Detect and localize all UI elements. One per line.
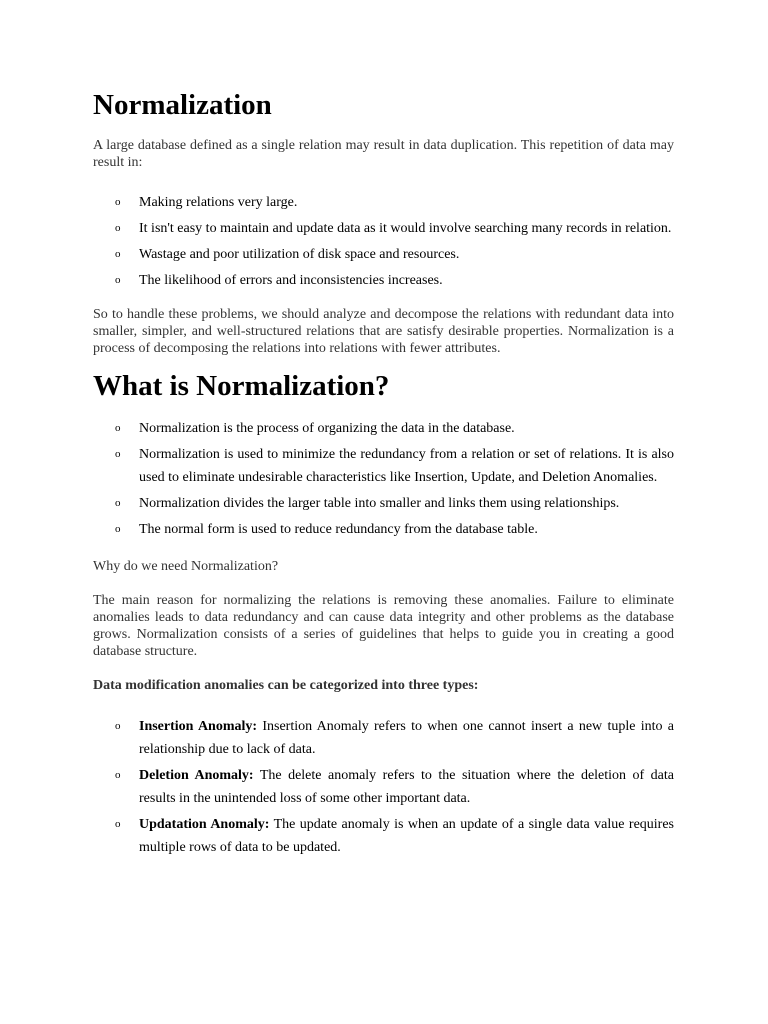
list-item [93,764,674,810]
list-item-text: Wastage and poor utilization of disk space and resources. [139,247,460,262]
page-title: Normalization [93,89,272,121]
circle-bullet-icon: o [115,769,121,781]
circle-bullet-icon: o [115,523,121,535]
reason-paragraph: The main reason for normalizing the relations is removing these anomalies. Failure to eliminate anomalies leads to data redundancy and can cause data integrity and other problems as the database grows. Normalization consists of a series of guidelines that helps to guide you in creating a good database structure. [93,593,674,659]
circle-bullet-icon: o [115,720,121,732]
why-question: Why do we need Normalization? [93,559,279,574]
anomaly-term: Insertion Anomaly: [139,719,258,734]
list-item [93,191,674,214]
circle-bullet-icon: o [115,497,121,509]
list-item [93,492,674,515]
anomaly-description: The update anomaly is when an update of a single data value requires multiple rows of data to be updated. [139,817,674,855]
circle-bullet-icon: o [115,222,121,234]
list-item [93,813,674,859]
anomaly-description: Insertion Anomaly refers to when one cannot insert a new tuple into a relationship due to lack of data. [139,719,674,757]
problems-list [93,191,674,292]
list-item [93,715,674,761]
list-item [93,518,674,541]
list-item [93,443,674,489]
anomalies-list [93,715,674,859]
handle-paragraph: So to handle these problems, we should analyze and decompose the relations with redundant data into smaller, simpler, and well-structured relations that are satisfy desirable properties. Normalization is a process of decomposing the relations into relations with fewer attributes. [93,307,674,356]
list-item [93,243,674,266]
circle-bullet-icon: o [115,818,121,830]
circle-bullet-icon: o [115,274,121,286]
list-item [93,269,674,292]
list-item-text: The normal form is used to reduce redundancy from the database table. [139,522,538,537]
list-item [93,217,674,240]
circle-bullet-icon: o [115,448,121,460]
list-item-text: Normalization is used to minimize the redundancy from a relation or set of relations. It is also used to eliminate undesirable characteristics like Insertion, Update, and Deletion Anomalies. [139,447,674,485]
anomaly-term: Deletion Anomaly: [139,768,254,783]
anomaly-description: The delete anomaly refers to the situation where the deletion of data results in the unintended loss of some other important data. [139,768,674,806]
list-item-text: The likelihood of errors and inconsistencies increases. [139,273,443,288]
list-item-text: It isn't easy to maintain and update data as it would involve searching many records in relation. [139,221,672,236]
circle-bullet-icon: o [115,422,121,434]
anomaly-term: Updatation Anomaly: [139,817,270,832]
definitions-list [93,417,674,541]
section-heading: What is Normalization? [93,370,390,402]
list-item-text: Making relations very large. [139,195,298,210]
list-item [93,417,674,440]
circle-bullet-icon: o [115,248,121,260]
document-page [93,86,674,862]
anomaly-types-intro: Data modification anomalies can be categorized into three types: [93,678,479,693]
list-item-text: Normalization is the process of organizing the data in the database. [139,421,515,436]
circle-bullet-icon: o [115,196,121,208]
intro-paragraph: A large database defined as a single relation may result in data duplication. This repetition of data may result in: [93,138,674,170]
list-item-text: Normalization divides the larger table into smaller and links them using relationships. [139,496,620,511]
